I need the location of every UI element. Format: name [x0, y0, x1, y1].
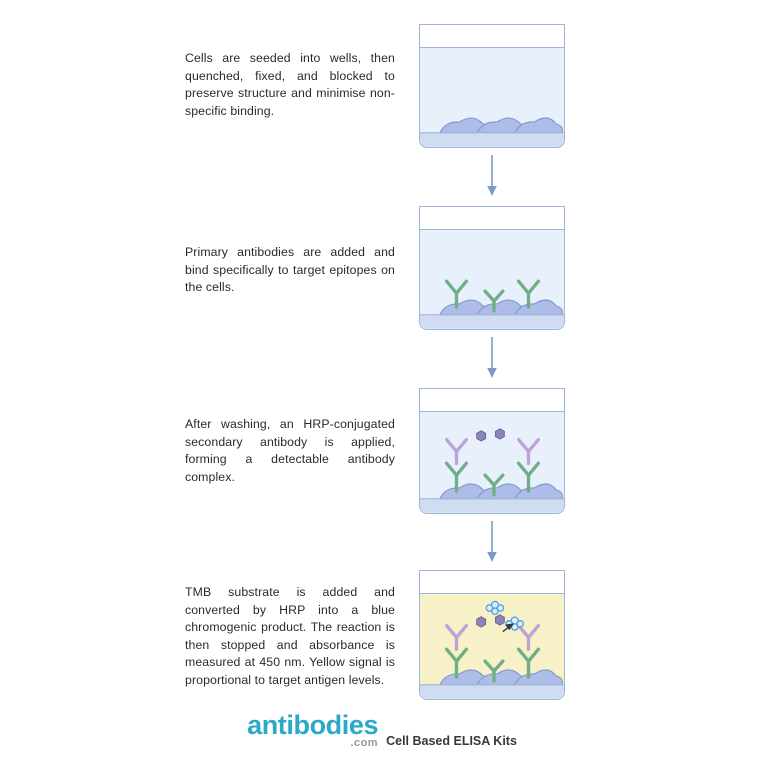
step-4-well [419, 570, 565, 700]
step-4-description: TMB substrate is added and converted by HRP into a blue chromogenic product. The reaction is then stopped and absorbance is measured at 450 nm. Yellow signal is proportional to target antigen levels. [185, 585, 395, 687]
step-2-well [419, 206, 565, 330]
antibodies-logo[interactable] [247, 712, 378, 751]
hrp-enzyme-group [477, 615, 505, 627]
arrow-3 [485, 521, 499, 563]
footer-branding [0, 712, 764, 751]
cell-group [440, 118, 563, 133]
hrp-enzyme-group [477, 429, 505, 441]
arrow-2 [485, 337, 499, 379]
well-plate-4 [419, 570, 565, 700]
step-3-description: After washing, an HRP-conjugated secondary antibody is applied, forming a detectable antibody complex. [185, 417, 395, 484]
logo-wordmark: antibodies [247, 710, 379, 740]
arrow-1 [485, 155, 499, 197]
well-contents-3 [420, 388, 564, 513]
chromogenic-product-group [486, 601, 523, 630]
step-1-well [419, 24, 565, 148]
well-contents-1 [420, 24, 564, 147]
secondary-antibody-group [447, 626, 539, 650]
step-1-description: Cells are seeded into wells, then quenched, fixed, and blocked to preserve structure and minimise non-specific binding. [185, 51, 395, 118]
well-plate-2 [419, 206, 565, 330]
well-contents-4 [420, 570, 564, 699]
footer-caption: Cell Based ELISA Kits [386, 734, 517, 748]
well-plate-3 [419, 388, 565, 514]
logo-dotcom: .com [350, 737, 379, 749]
secondary-antibody-group [447, 440, 539, 464]
step-3-well [419, 388, 565, 514]
well-plate-1 [419, 24, 565, 148]
step-2-description: Primary antibodies are added and bind specifically to target epitopes on the cells. [185, 245, 395, 294]
well-contents-2 [420, 206, 564, 329]
